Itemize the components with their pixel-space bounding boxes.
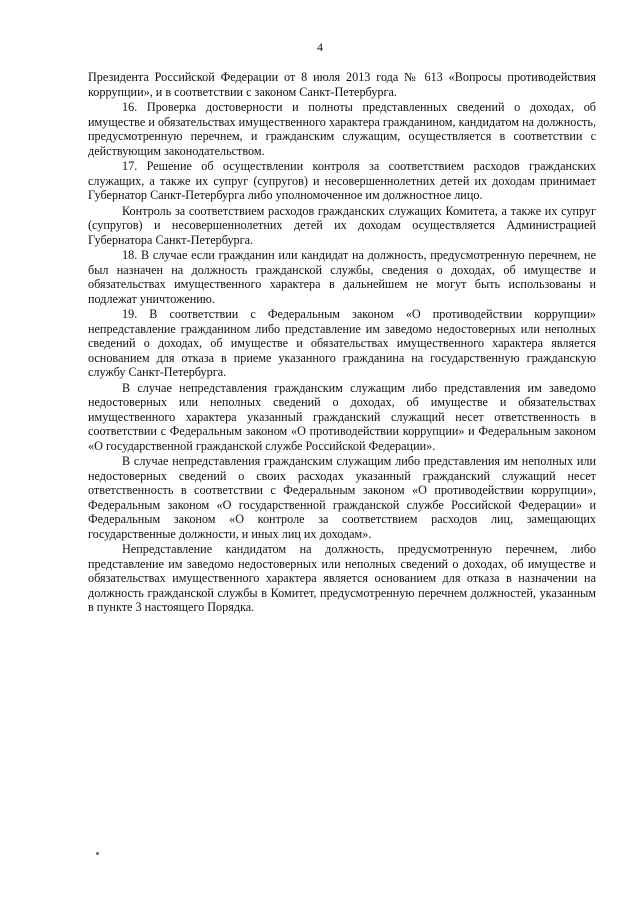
paragraph-17: 17. Решение об осуществлении контроля за соответствием расходов гражданских служащих, а также их супруг (супругов) и несовершеннолетних детей их доходам принимает Губернатор Санкт-Петербурга либо уполномоченное им должностное лицо. bbox=[88, 159, 596, 202]
paragraph-16: 16. Проверка достоверности и полноты представленных сведений о доходах, об имуществе и обязательствах имущественного характера гражданином, кандидатом на должность, предусмотренную перечнем, и гражданским служащим, осуществляется в соответствии с действующим законодательством. bbox=[88, 100, 596, 158]
paragraph-19-candidate: Непредставление кандидатом на должность, предусмотренную перечнем, либо представление им заведомо недостоверных или неполных сведений о доходах, об имуществе и обязательствах имущественного характера является основанием для отказа в назначении на должность гражданской службы в Комитет, предусмотренную перечнем должностей, указанным в пункте 3 настоящего Порядка. bbox=[88, 542, 596, 614]
paragraph-18: 18. В случае если гражданин или кандидат на должность, предусмотренную перечнем, не был назначен на должность гражданской службы, сведения о доходах, об имуществе и обязательствах имущественного характера в дальнейшем не могут быть использованы и подлежат уничтожению. bbox=[88, 248, 596, 306]
page-number: 4 bbox=[317, 40, 323, 54]
scan-speck bbox=[96, 852, 99, 855]
paragraph-19-expenses: В случае непредставления гражданским служащим либо представления им неполных или недостоверных сведений о своих расходах указанный гражданский служащий несет ответственность в соответствии с Федеральным законом «О противодействии коррупции», Федеральным законом «О государственной гражданской службе Российской Федерации» и Федеральным законом «О контроле за соответствием расходов лиц, замещающих государственные должности, и иных лиц их доходам». bbox=[88, 454, 596, 541]
document-body bbox=[88, 70, 596, 615]
paragraph-19: 19. В соответствии с Федеральным законом «О противодействии коррупции» непредставление гражданином либо представление им заведомо недостоверных или неполных сведений о доходах, об имуществе и обязательствах имущественного характера является основанием для отказа в приеме указанного гражданина на государственную гражданскую службу Санкт-Петербурга. bbox=[88, 307, 596, 379]
paragraph-17-control: Контроль за соответствием расходов гражданских служащих Комитета, а также их супруг (супругов) и несовершеннолетних детей их доходам осуществляется Администрацией Губернатора Санкт-Петербурга. bbox=[88, 203, 596, 247]
paragraph-continuation: Президента Российской Федерации от 8 июля 2013 года № 613 «Вопросы противодействия коррупции», и в соответствии с законом Санкт-Петербурга. bbox=[88, 70, 596, 99]
paragraph-19-liability: В случае непредставления гражданским служащим либо представления им заведомо недостоверных или неполных сведений о доходах, об имуществе и обязательствах имущественного характера указанный гражданский служащий несет ответственность в соответствии с Федеральным законом «О противодействии коррупции» и Федеральным законом «О государственной гражданской службе Российской Федерации». bbox=[88, 380, 596, 453]
